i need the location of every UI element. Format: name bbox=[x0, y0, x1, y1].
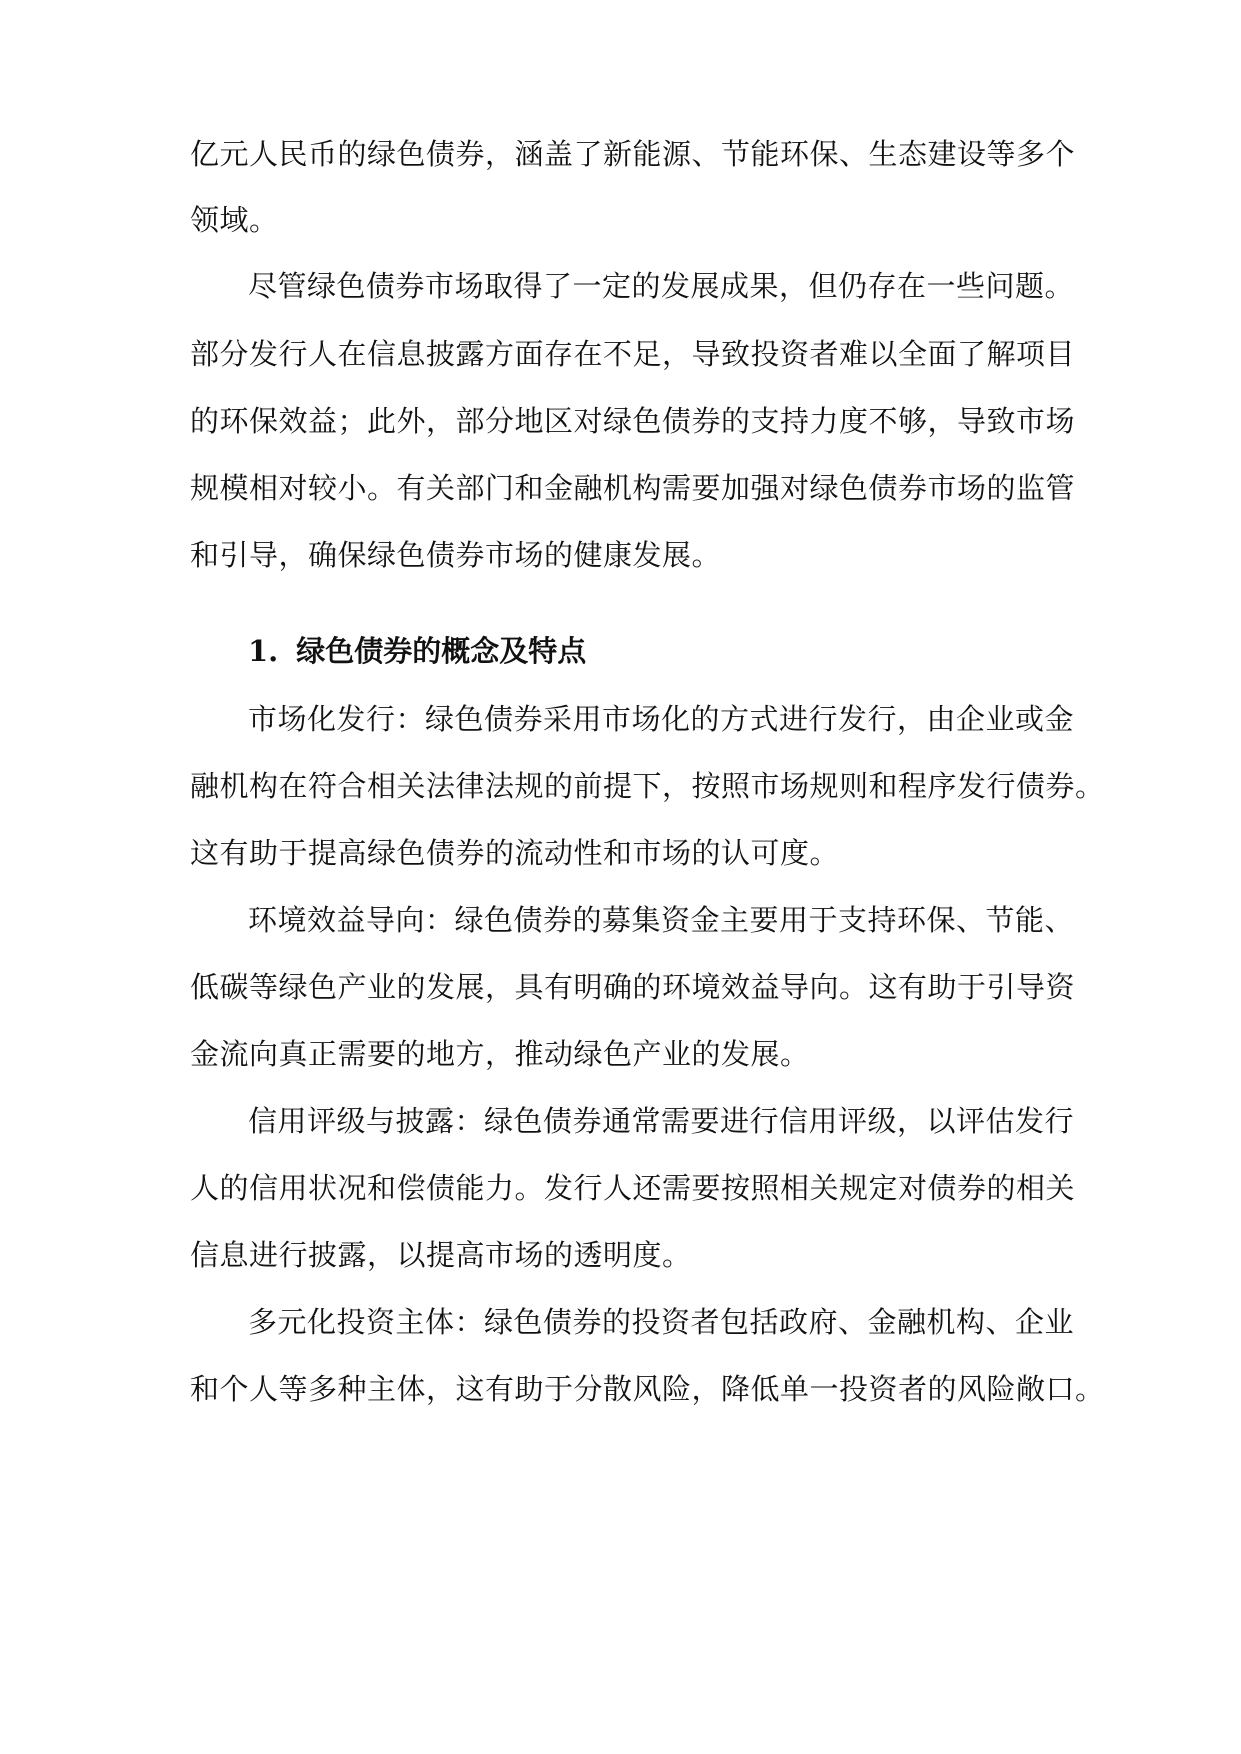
section-title: 绿色债券的概念及特点 bbox=[296, 634, 587, 668]
text-line: 领域。 bbox=[190, 203, 279, 237]
text-line: 亿元人民币的绿色债券，涵盖了新能源、节能环保、生态建设等多个 bbox=[190, 137, 1076, 171]
text-line: 融机构在符合相关法律法规的前提下，按照市场规则和程序发行债券。 bbox=[190, 769, 1105, 803]
text-line: 和个人等多种主体，这有助于分散风险，降低单一投资者的风险敞口。 bbox=[190, 1372, 1105, 1406]
text-line: 这有助于提高绿色债券的流动性和市场的认可度。 bbox=[190, 836, 840, 870]
paragraph-first-line: 信用评级与披露：绿色债券通常需要进行信用评级，以评估发行 bbox=[248, 1104, 1075, 1138]
text-line: 的环保效益；此外，部分地区对绿色债券的支持力度不够，导致市场 bbox=[190, 404, 1076, 438]
text-line: 金流向真正需要的地方，推动绿色产业的发展。 bbox=[190, 1037, 810, 1071]
text-line: 信息进行披露，以提高市场的透明度。 bbox=[190, 1238, 692, 1272]
text-line: 和引导，确保绿色债券市场的健康发展。 bbox=[190, 538, 722, 572]
text-line: 规模相对较小。有关部门和金融机构需要加强对绿色债券市场的监管 bbox=[190, 471, 1076, 505]
paragraph-first-line: 尽管绿色债券市场取得了一定的发展成果，但仍存在一些问题。 bbox=[248, 269, 1075, 303]
section-number: 1. bbox=[248, 634, 279, 668]
paragraph-first-line: 环境效益导向：绿色债券的募集资金主要用于支持环保、节能、 bbox=[248, 903, 1075, 937]
paragraph-first-line: 多元化投资主体：绿色债券的投资者包括政府、金融机构、企业 bbox=[248, 1305, 1075, 1339]
text-line: 人的信用状况和偿债能力。发行人还需要按照相关规定对债券的相关 bbox=[190, 1171, 1076, 1205]
paragraph-first-line: 市场化发行：绿色债券采用市场化的方式进行发行，由企业或金 bbox=[248, 702, 1075, 736]
text-line: 低碳等绿色产业的发展，具有明确的环境效益导向。这有助于引导资 bbox=[190, 970, 1076, 1004]
section-heading bbox=[248, 631, 586, 671]
text-line: 部分发行人在信息披露方面存在不足，导致投资者难以全面了解项目 bbox=[190, 337, 1076, 371]
